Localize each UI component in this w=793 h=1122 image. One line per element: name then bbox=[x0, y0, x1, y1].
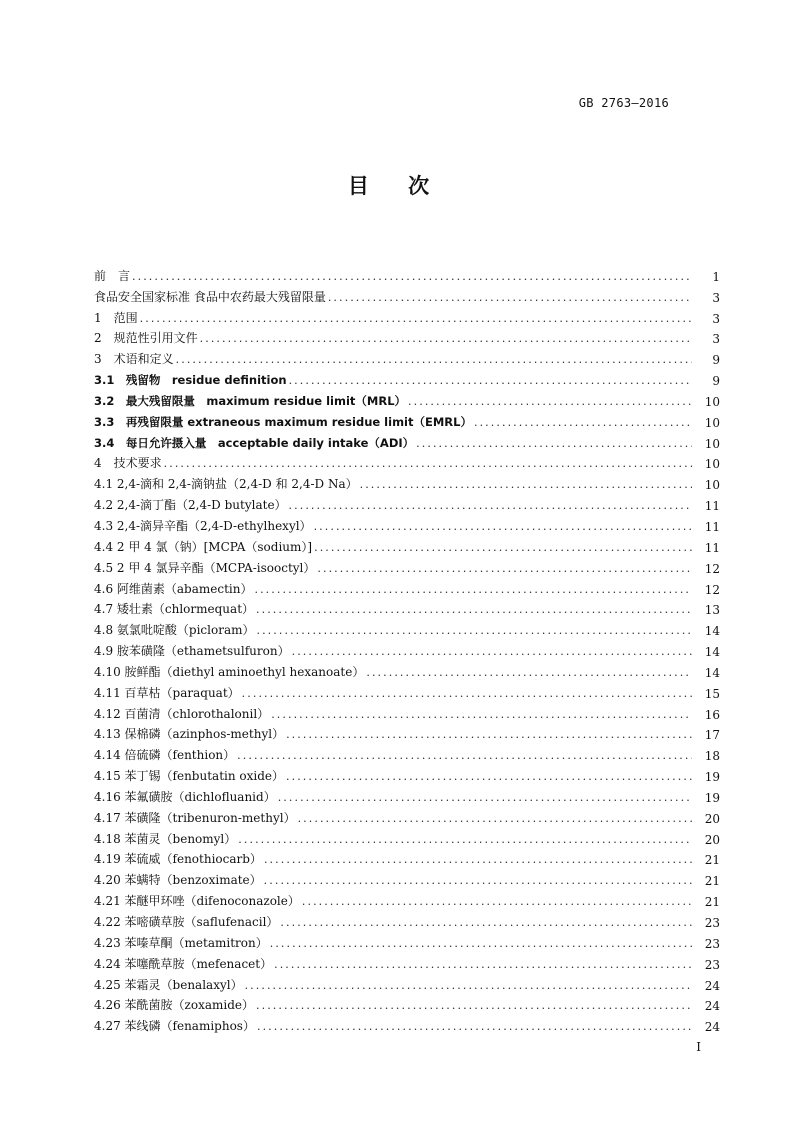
toc-entry-label: 4.10 胺鲜酯（diethyl aminoethyl hexanoate） bbox=[94, 664, 365, 679]
toc-entry[interactable] bbox=[94, 492, 720, 513]
toc-dot-leader bbox=[292, 645, 692, 658]
toc-entry[interactable] bbox=[94, 784, 720, 805]
toc-entry-page: 3 bbox=[712, 311, 720, 326]
toc-entry-page: 11 bbox=[704, 499, 720, 514]
toc-entry-page: 13 bbox=[704, 603, 720, 618]
toc-entry-label: 4.6 阿维菌素（abamectin） bbox=[94, 581, 253, 596]
toc-dot-leader bbox=[264, 853, 692, 866]
toc-entry[interactable] bbox=[94, 763, 720, 784]
toc-entry[interactable] bbox=[94, 617, 720, 638]
toc-dot-leader bbox=[200, 332, 692, 345]
toc-entry[interactable] bbox=[94, 680, 720, 701]
toc-entry-page: 24 bbox=[704, 1020, 720, 1035]
toc-entry[interactable] bbox=[94, 346, 720, 367]
toc-entry-page: 23 bbox=[704, 916, 720, 930]
toc-dot-leader bbox=[254, 583, 692, 596]
toc-entry-page: 23 bbox=[704, 936, 720, 951]
toc-entry[interactable] bbox=[94, 867, 720, 888]
toc-entry-label: 4.12 百菌清（chlorothalonil） bbox=[94, 706, 270, 721]
toc-dot-leader bbox=[286, 770, 692, 783]
toc-dot-leader bbox=[264, 874, 692, 887]
toc-entry[interactable] bbox=[94, 701, 720, 722]
toc-dot-leader bbox=[257, 1020, 692, 1033]
toc-entry-label: 4.1 2,4-滴和 2,4-滴钠盐（2,4-D 和 2,4-D Na） bbox=[94, 477, 358, 492]
toc-entry[interactable] bbox=[94, 659, 720, 680]
toc-dot-leader bbox=[289, 499, 692, 512]
toc-dot-leader bbox=[302, 895, 692, 908]
toc-entry-page: 11 bbox=[704, 519, 720, 534]
toc-entry-page: 23 bbox=[704, 957, 720, 972]
toc-dot-leader bbox=[176, 353, 692, 366]
toc-entry-label: 4.9 胺苯磺隆（ethametsulfuron） bbox=[94, 644, 290, 659]
toc-entry-page: 10 bbox=[704, 457, 720, 472]
toc-dot-leader bbox=[280, 916, 692, 929]
toc-entry-label: 4.3 2,4-滴异辛酯（2,4-D-ethylhexyl） bbox=[94, 518, 312, 533]
toc-entry-page: 14 bbox=[704, 665, 720, 680]
toc-entry-page: 17 bbox=[704, 728, 720, 743]
toc-entry-page: 20 bbox=[704, 811, 720, 826]
toc-entry-label: 4.20 苯螨特（benzoximate） bbox=[94, 873, 262, 888]
toc-entry-page: 10 bbox=[704, 436, 720, 451]
toc-entry-label: 4.7 矮壮素（chlormequat） bbox=[94, 602, 255, 617]
toc-entry-page: 3 bbox=[712, 332, 720, 347]
toc-dot-leader bbox=[360, 478, 692, 491]
toc-entry-label: 3 术语和定义 bbox=[94, 352, 174, 367]
toc-dot-leader bbox=[237, 749, 692, 762]
toc-entry-label: 4.27 苯线磷（fenamiphos） bbox=[94, 1019, 255, 1034]
toc-dot-leader bbox=[164, 457, 692, 470]
toc-entry-page: 10 bbox=[704, 394, 720, 409]
toc-entry-page: 21 bbox=[704, 874, 720, 889]
toc-entry[interactable] bbox=[94, 993, 720, 1014]
toc-entry-label: 4.2 2,4-滴丁酯（2,4-D butylate） bbox=[94, 498, 287, 513]
toc-entry-label: 4.25 苯霜灵（benalaxyl） bbox=[94, 977, 243, 992]
toc-entry[interactable] bbox=[94, 951, 720, 972]
toc-entry[interactable] bbox=[94, 263, 720, 284]
toc-entry-label: 4.14 倍硫磷（fenthion） bbox=[94, 748, 236, 763]
toc-entry[interactable] bbox=[94, 576, 720, 597]
toc-entry[interactable] bbox=[94, 451, 720, 472]
toc-entry-page: 19 bbox=[704, 790, 720, 805]
toc-entry-page: 12 bbox=[704, 582, 720, 597]
toc-dot-leader bbox=[298, 812, 692, 825]
toc-entry-label: 前 言 bbox=[94, 268, 131, 283]
toc-dot-leader bbox=[245, 979, 692, 992]
toc-entry-label: 4.21 苯醚甲环唑（difenoconazole） bbox=[94, 894, 300, 909]
toc-entry-page: 11 bbox=[704, 540, 720, 555]
toc-entry[interactable] bbox=[94, 430, 720, 451]
toc-entry-page: 19 bbox=[704, 770, 720, 785]
toc-entry[interactable] bbox=[94, 326, 720, 347]
toc-entry-label: 4.18 苯菌灵（benomyl） bbox=[94, 831, 237, 846]
toc-entry[interactable] bbox=[94, 409, 720, 430]
toc-entry-label: 1 范围 bbox=[94, 310, 138, 325]
toc-entry[interactable] bbox=[94, 388, 720, 409]
toc-entry[interactable] bbox=[94, 597, 720, 618]
toc-entry[interactable] bbox=[94, 805, 720, 826]
standard-code: GB 2763—2016 bbox=[578, 96, 669, 110]
toc-entry-page: 15 bbox=[704, 686, 720, 701]
toc-dot-leader bbox=[289, 374, 692, 387]
toc-entry-page: 14 bbox=[704, 645, 720, 660]
toc-dot-leader bbox=[416, 437, 692, 450]
toc-dot-leader bbox=[286, 728, 692, 741]
toc-dot-leader bbox=[242, 687, 692, 700]
toc-entry-page: 9 bbox=[712, 353, 720, 368]
table-of-contents bbox=[94, 263, 720, 1034]
toc-entry-label: 4.8 氨氯吡啶酸（picloram） bbox=[94, 623, 255, 638]
toc-entry-label: 4.13 保棉磷（azinphos-methyl） bbox=[94, 727, 285, 742]
toc-entry-label: 3.1 残留物 residue definition bbox=[94, 373, 287, 388]
toc-entry[interactable] bbox=[94, 847, 720, 868]
toc-entry-page: 10 bbox=[704, 415, 720, 430]
toc-entry[interactable] bbox=[94, 1013, 720, 1034]
toc-entry-page: 20 bbox=[704, 832, 720, 847]
toc-dot-leader bbox=[314, 541, 692, 554]
toc-dot-leader bbox=[238, 833, 692, 846]
toc-entry[interactable] bbox=[94, 367, 720, 388]
toc-entry[interactable] bbox=[94, 284, 720, 305]
toc-dot-leader bbox=[317, 562, 692, 575]
toc-entry-label: 4.26 苯酰菌胺（zoxamide） bbox=[94, 998, 255, 1013]
toc-entry-page: 1 bbox=[712, 269, 720, 284]
toc-entry[interactable] bbox=[94, 909, 720, 930]
toc-entry-page: 12 bbox=[704, 561, 720, 576]
toc-entry-label: 4.19 苯硫威（fenothiocarb） bbox=[94, 852, 262, 867]
toc-dot-leader bbox=[408, 395, 692, 408]
toc-entry-label: 3.4 每日允许摄入量 acceptable daily intake（ADI） bbox=[94, 435, 415, 450]
toc-entry-label: 食品安全国家标准 食品中农药最大残留限量 bbox=[94, 289, 326, 304]
toc-dot-leader bbox=[256, 603, 692, 616]
toc-entry[interactable] bbox=[94, 826, 720, 847]
toc-entry-page: 24 bbox=[704, 999, 720, 1014]
toc-dot-leader bbox=[366, 666, 692, 679]
toc-entry-page: 21 bbox=[704, 853, 720, 868]
toc-entry[interactable] bbox=[94, 513, 720, 534]
toc-entry-label: 4.5 2 甲 4 氯异辛酯（MCPA-isooctyl） bbox=[94, 560, 316, 575]
toc-dot-leader bbox=[132, 270, 692, 283]
toc-dot-leader bbox=[140, 312, 692, 325]
toc-entry[interactable] bbox=[94, 888, 720, 909]
toc-dot-leader bbox=[271, 708, 692, 721]
toc-entry-label: 4.15 苯丁锡（fenbutatin oxide） bbox=[94, 769, 285, 784]
toc-entry-label: 2 规范性引用文件 bbox=[94, 331, 198, 346]
toc-entry[interactable] bbox=[94, 742, 720, 763]
page-title: 目 次 bbox=[347, 174, 446, 198]
toc-dot-leader bbox=[314, 520, 692, 533]
toc-entry-label: 4.22 苯嘧磺草胺（saflufenacil） bbox=[94, 915, 279, 929]
toc-dot-leader bbox=[328, 291, 692, 304]
toc-entry-page: 21 bbox=[704, 895, 720, 910]
toc-dot-leader bbox=[274, 958, 692, 971]
toc-entry-label: 4 技术要求 bbox=[94, 456, 162, 471]
toc-entry[interactable] bbox=[94, 930, 720, 951]
toc-entry-page: 24 bbox=[704, 978, 720, 993]
toc-entry-label: 4.23 苯嗪草酮（metamitron） bbox=[94, 935, 268, 950]
toc-entry[interactable] bbox=[94, 555, 720, 576]
toc-entry-page: 18 bbox=[704, 749, 720, 764]
toc-entry[interactable] bbox=[94, 638, 720, 659]
toc-dot-leader bbox=[256, 999, 692, 1012]
toc-entry[interactable] bbox=[94, 305, 720, 326]
toc-entry-label: 3.2 最大残留限量 maximum residue limit（MRL） bbox=[94, 393, 407, 408]
page-number: I bbox=[696, 1040, 701, 1054]
toc-entry-page: 9 bbox=[712, 374, 720, 389]
toc-entry[interactable] bbox=[94, 722, 720, 743]
toc-dot-leader bbox=[270, 937, 692, 950]
toc-entry[interactable] bbox=[94, 471, 720, 492]
toc-entry-label: 4.4 2 甲 4 氯（钠）[MCPA（sodium）] bbox=[94, 539, 313, 554]
toc-entry-label: 4.17 苯磺隆（tribenuron-methyl） bbox=[94, 810, 296, 825]
toc-entry-page: 16 bbox=[704, 707, 720, 722]
toc-entry-label: 4.11 百草枯（paraquat） bbox=[94, 685, 240, 700]
toc-entry-page: 10 bbox=[704, 478, 720, 493]
toc-entry-label: 4.16 苯氟磺胺（dichlofluanid） bbox=[94, 789, 276, 804]
toc-dot-leader bbox=[256, 624, 692, 637]
toc-entry[interactable] bbox=[94, 972, 720, 993]
toc-dot-leader bbox=[474, 416, 692, 429]
toc-entry-page: 3 bbox=[712, 290, 720, 305]
toc-entry-label: 3.3 再残留限量 extraneous maximum residue limit（EMRL） bbox=[94, 414, 472, 429]
toc-dot-leader bbox=[278, 791, 692, 804]
toc-entry-label: 4.24 苯噻酰草胺（mefenacet） bbox=[94, 956, 273, 971]
toc-entry-page: 14 bbox=[704, 624, 720, 639]
toc-entry[interactable] bbox=[94, 534, 720, 555]
